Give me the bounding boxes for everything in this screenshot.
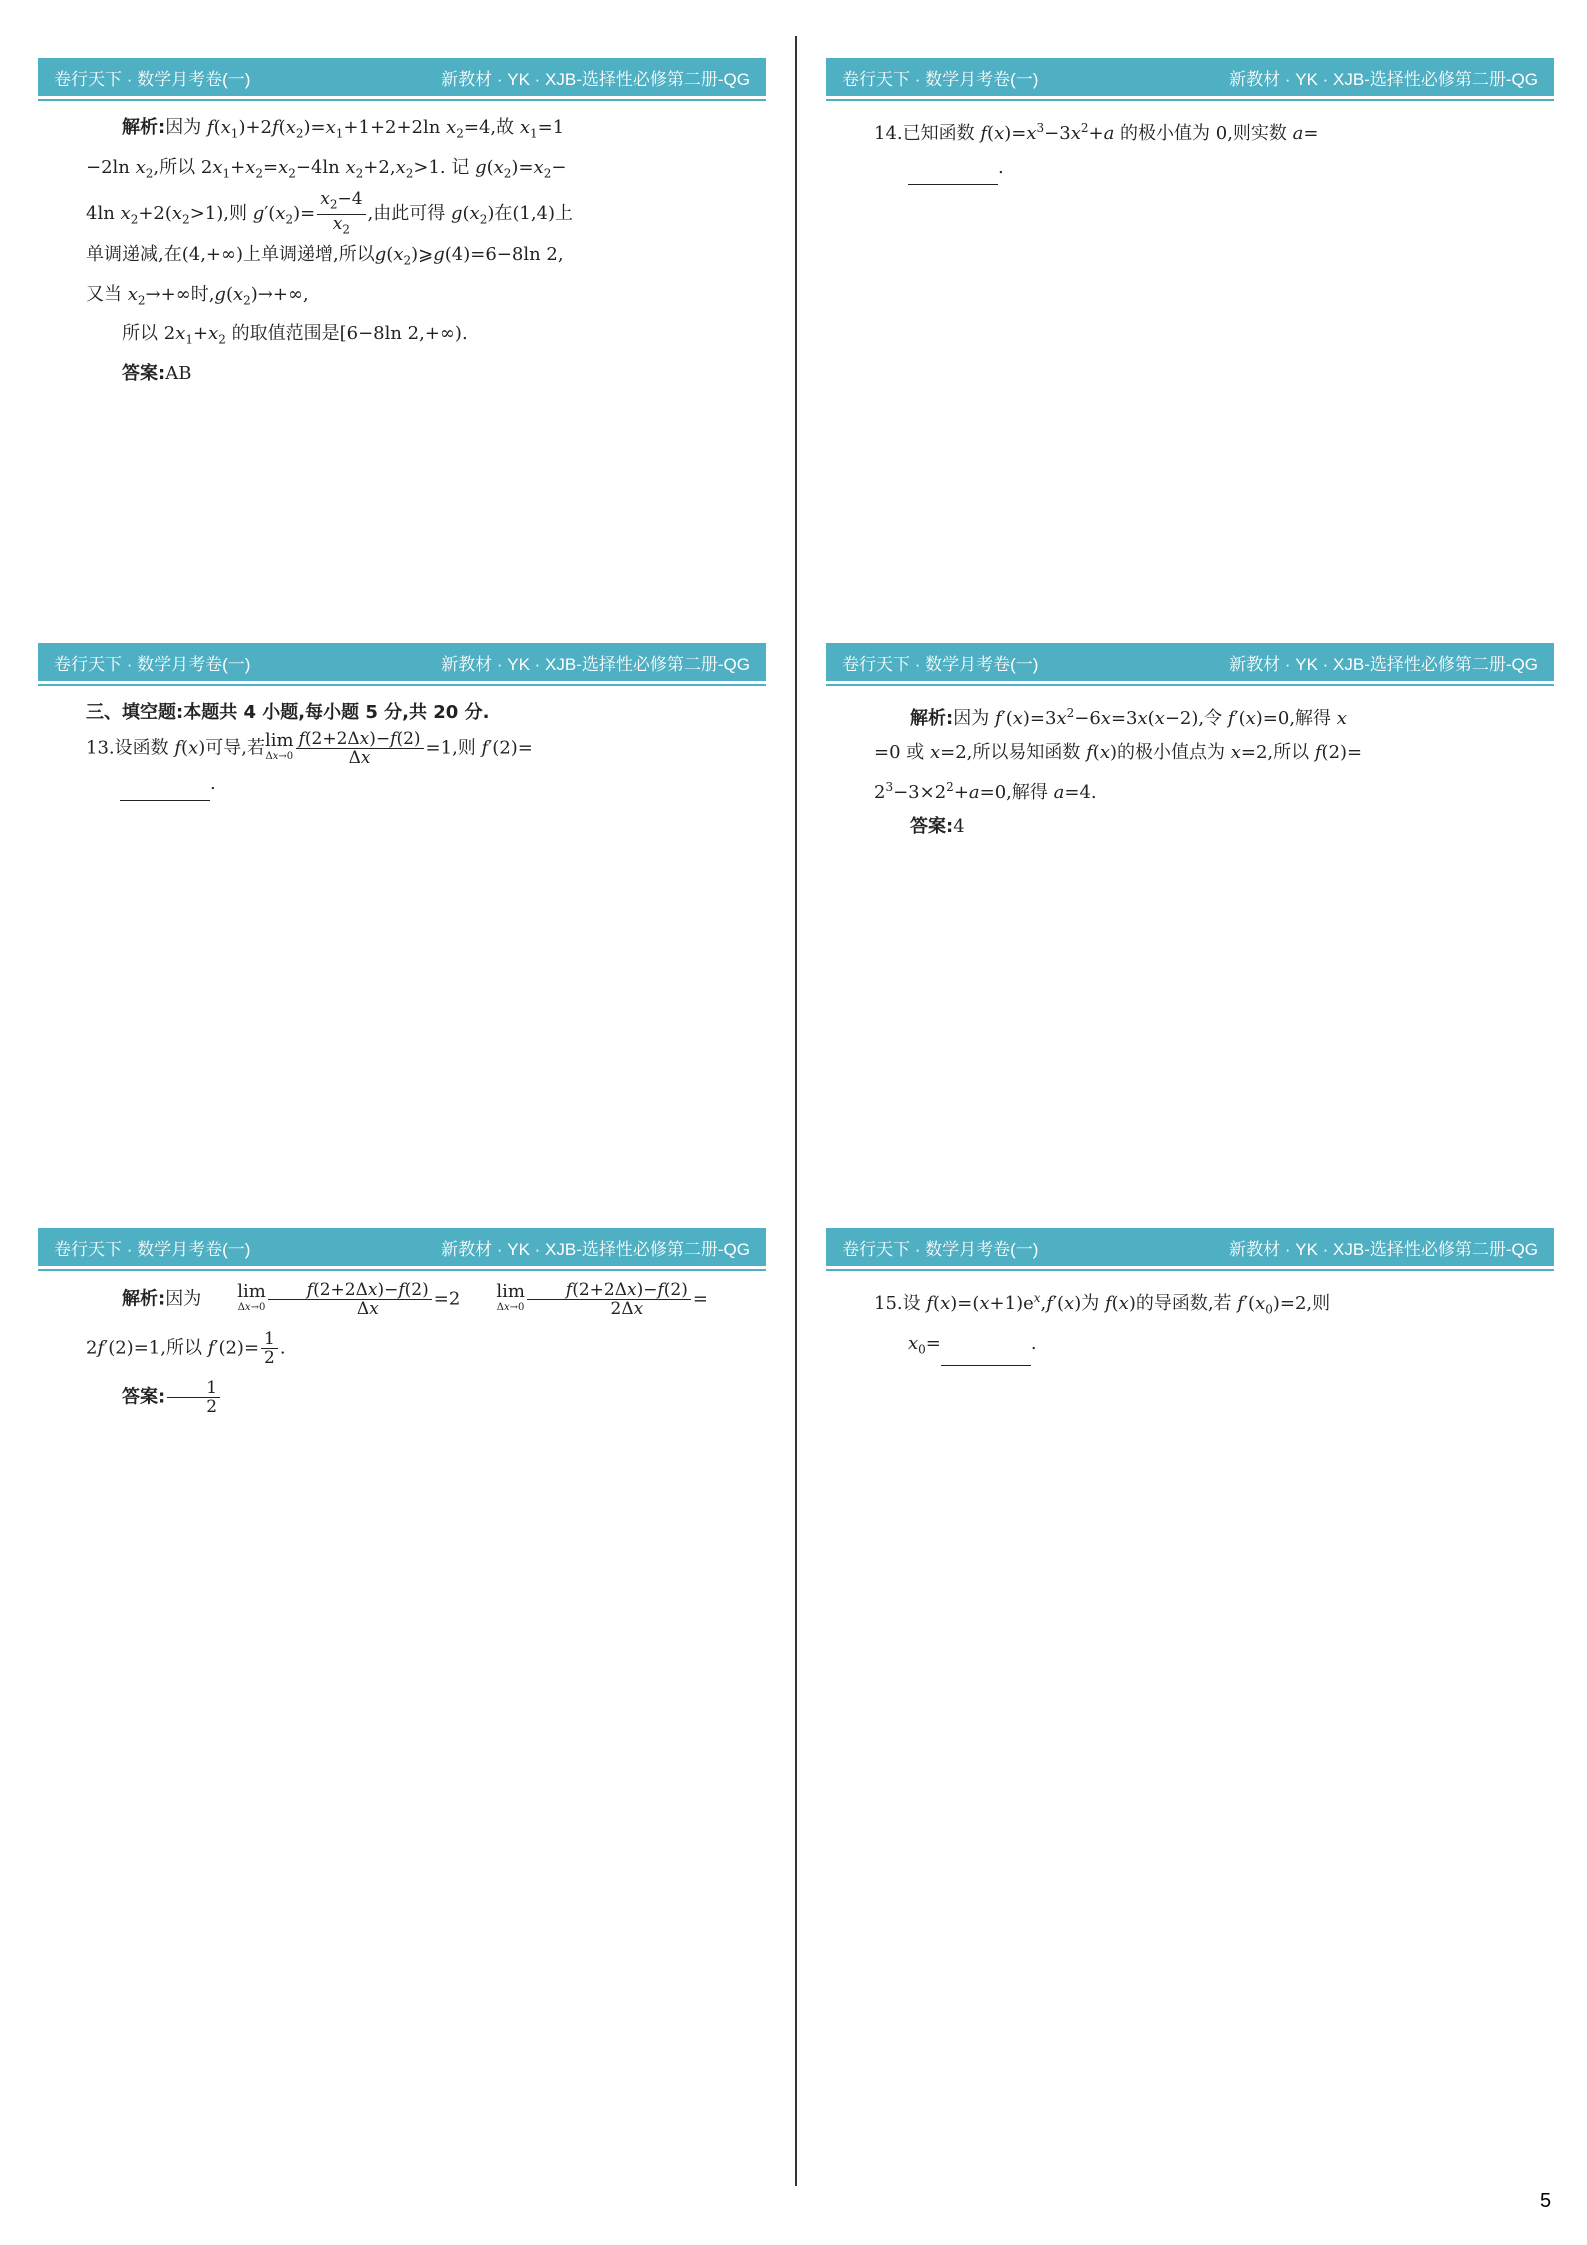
header-left: 卷行天下 · 数学月考卷(一) — [54, 1239, 251, 1259]
answer-label: 答案: — [910, 816, 954, 837]
answer-value: 4 — [953, 816, 965, 837]
header-right: 新教材 · YK · XJB-选择性必修第二册-QG — [441, 69, 750, 89]
page-number: 5 — [1540, 2190, 1552, 2212]
header-left: 卷行天下 · 数学月考卷(一) — [842, 1239, 1039, 1259]
answer-blank — [120, 780, 210, 801]
analysis-block: 解析:因为 $f(x_1)+2f(x_2)=x_1+1+2+2\ln$ $x_2=4$,故 $x_1=1$ −2ln $x_2$,所以 $2x_1+x_2=x_2-4\ln$ $x_2+2,x_2>1$. 记 $g(x_2)=x_2-$ 4ln $x_2+2(x_2>1)$,则 $g'(x_2)=$ $\frac{x_2-4}{x_2}$ ,由此可得 $g(x_2)$在(1,4)上 单调递减,在(4,+∞)上单调递增,所以$g(x_2)⩾g(4)=6-8\ln$ 2, 又当 $x_2\to+\infty$时$,g(x_2)\to+\infty$, 所以 $2x_1+x_2$ 的取值范围是[6−8ln 2,+∞). 答案:AB — [86, 117, 574, 384]
slide-header — [826, 58, 1554, 96]
answer-label: 答案: — [122, 362, 166, 384]
analysis-block: 解析:因为 $f'(x)=3x^2-6x=3x(x-2)$,令 f′(x)=0,解得 x =0 或 x=2,所以易知函数 f(x)的极小值点为 x=2,所以 f(2)= $2^3-3\times 2^2+a=0$,解得 a=4. 答案:4 — [874, 706, 1363, 837]
header-left: 卷行天下 · 数学月考卷(一) — [842, 69, 1039, 89]
analysis-block: 解析:因为 lim Δx→0 $\frac{f(2+2\Delta x)-f(2)}{\Delta x}$ =2 lim Δx→0 $\frac{f(2+2\Delta x)-f(2)}{2\Delta x}$ = 2f′(2)=1,所以 f′(2)= $\frac{1}{2}$ . 答案: $\frac{1}{2}$ — [86, 1280, 708, 1417]
question-15: 15.设 $f(x)=(x+1)e^x,f'(x)$为 f(x)的导函数,若 $f'(x_0)=2$,则 $x_0=$ . — [826, 1271, 1554, 1366]
answer-value: $\frac{1}{2}$ — [167, 1379, 220, 1416]
slide-right-bottom — [826, 1228, 1554, 1366]
page-divider — [795, 36, 797, 2186]
slide-left-mid — [38, 643, 766, 801]
header-left: 卷行天下 · 数学月考卷(一) — [842, 654, 1039, 674]
slide-right-mid — [826, 643, 1554, 844]
answer-blank — [941, 1345, 1031, 1366]
header-right: 新教材 · YK · XJB-选择性必修第二册-QG — [1229, 654, 1538, 674]
analysis-label: 解析: — [122, 117, 166, 138]
question-number: 14. — [874, 123, 903, 144]
analysis-label: 解析: — [122, 1288, 166, 1310]
header-left: 卷行天下 · 数学月考卷(一) — [54, 654, 251, 674]
slide-header — [38, 58, 766, 96]
slide-left-bottom — [38, 1228, 766, 1416]
section-title: 三、填空题:本题共 4 小题,每小题 5 分,共 20 分. — [86, 702, 490, 723]
slide-header — [826, 643, 1554, 681]
slide-header — [826, 1228, 1554, 1266]
analysis-label: 解析: — [910, 708, 954, 729]
question-number: 15. — [874, 1293, 903, 1314]
slide-right-top — [826, 58, 1554, 185]
question-14: 14.已知函数 $f(x)=x^3-3x^2+a$ 的极小值为 0,则实数 a= . — [826, 101, 1554, 185]
header-right: 新教材 · YK · XJB-选择性必修第二册-QG — [1229, 69, 1538, 89]
question-13: 三、填空题:本题共 4 小题,每小题 5 分,共 20 分. 13.设函数 f(x)可导,若 lim Δx→0 $\frac{f(2+2\Delta x)-f(2)}{\Delta x}$ =1,则 f′(2)= . — [38, 686, 766, 801]
slide-header — [38, 643, 766, 681]
header-left: 卷行天下 · 数学月考卷(一) — [54, 69, 251, 89]
question-number: 13. — [86, 737, 115, 759]
slide-header — [38, 1228, 766, 1266]
answer-label: 答案: — [122, 1386, 166, 1408]
header-right: 新教材 · YK · XJB-选择性必修第二册-QG — [1229, 1239, 1538, 1259]
slide-left-top — [38, 58, 766, 391]
header-right: 新教材 · YK · XJB-选择性必修第二册-QG — [441, 1239, 750, 1259]
header-right: 新教材 · YK · XJB-选择性必修第二册-QG — [441, 654, 750, 674]
answer-value: AB — [165, 362, 192, 384]
answer-blank — [908, 164, 998, 185]
